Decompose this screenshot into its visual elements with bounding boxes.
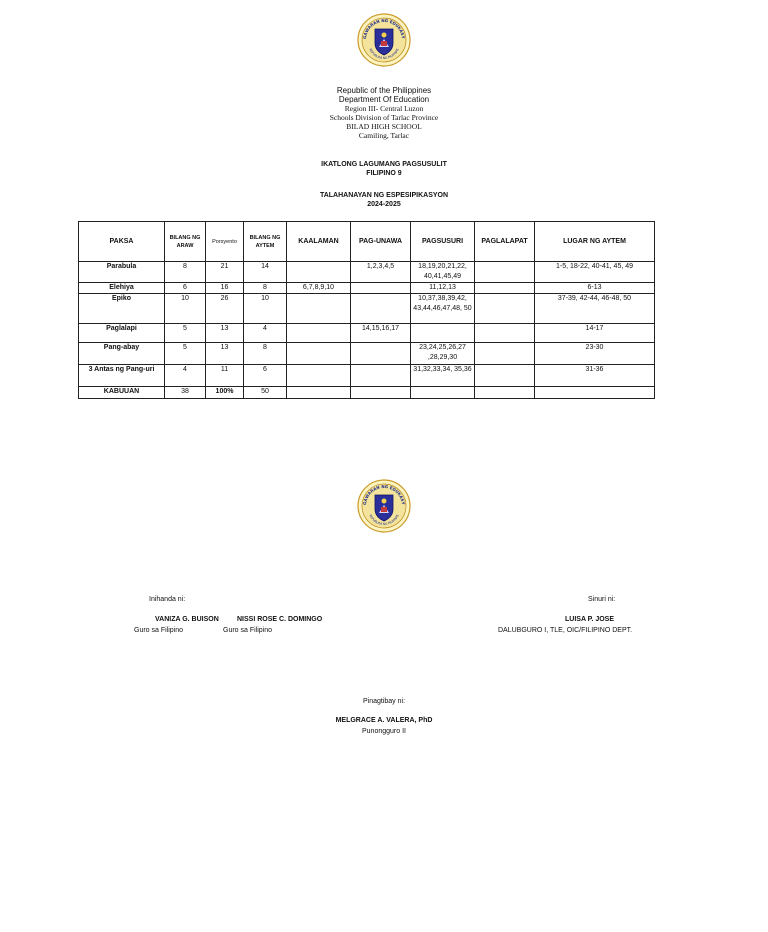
cell-paglalapat <box>475 294 535 324</box>
table-header-row <box>79 222 655 262</box>
cell-pagsusuri: 18,19,20,21,22, 40,41,45,49 <box>411 262 475 283</box>
cell-pag-unawa <box>351 294 411 324</box>
table-row <box>79 283 655 294</box>
header-paksa: PAKSA <box>79 222 165 262</box>
cell-kaalaman <box>287 294 351 324</box>
approver-name: MELGRACE A. VALERA, PhD <box>335 717 433 724</box>
cell-pag-unawa <box>351 343 411 365</box>
cell-lugar: 6-13 <box>535 283 655 294</box>
exam-heading <box>0 160 768 178</box>
cell-araw: 10 <box>165 294 206 324</box>
total-kaalaman <box>287 387 351 399</box>
cell-kaalaman <box>287 262 351 283</box>
seal-bottom-text: REPUBLIKA NG PILIPINAS <box>368 47 400 61</box>
checked-by-label: Sinuri ni: <box>588 596 616 603</box>
cell-kaalaman <box>287 324 351 343</box>
cell-porsyento: 26 <box>206 294 244 324</box>
header-pag-unawa: PAG-UNAWA <box>351 222 411 262</box>
cell-porsyento: 13 <box>206 343 244 365</box>
header-lugar-ng-aytem: LUGAR NG AYTEM <box>535 222 655 262</box>
cell-lugar: 23-30 <box>535 343 655 365</box>
cell-pag-unawa <box>351 365 411 387</box>
cell-pag-unawa: 14,15,16,17 <box>351 324 411 343</box>
header-paglalapat: PAGLALAPAT <box>475 222 535 262</box>
school-line: BILAD HIGH SCHOOL <box>346 122 422 131</box>
table-total-row <box>79 387 655 399</box>
preparer2-role: Guro sa Filipino <box>223 627 273 634</box>
total-label: KABUUAN <box>79 387 165 399</box>
cell-paglalapat <box>475 365 535 387</box>
total-porsyento: 100% <box>206 387 244 399</box>
cell-aytem: 6 <box>244 365 287 387</box>
header-kaalaman: KAALAMAN <box>287 222 351 262</box>
cell-paksa: Elehiya <box>79 283 165 294</box>
cell-aytem: 8 <box>244 283 287 294</box>
division-line: Schools Division of Tarlac Province <box>329 113 439 122</box>
total-aytem: 50 <box>244 387 287 399</box>
cell-lugar: 37-39, 42-44, 46-48, 50 <box>535 294 655 324</box>
cell-porsyento: 16 <box>206 283 244 294</box>
deped-seal-logo <box>357 13 411 67</box>
cell-pagsusuri <box>411 324 475 343</box>
header-bilang-araw: BILANG NG ARAW <box>165 222 206 262</box>
cell-lugar: 14-17 <box>535 324 655 343</box>
cell-paksa: Parabula <box>79 262 165 283</box>
total-lugar <box>535 387 655 399</box>
cell-kaalaman: 6,7,8,9,10 <box>287 283 351 294</box>
cell-pag-unawa: 1,2,3,4,5 <box>351 262 411 283</box>
cell-paglalapat <box>475 283 535 294</box>
table-row <box>79 262 655 283</box>
checker-name: LUISA P. JOSE <box>565 616 615 623</box>
school-year: 2024-2025 <box>367 201 401 208</box>
cell-kaalaman <box>287 343 351 365</box>
total-paglalapat <box>475 387 535 399</box>
cell-pagsusuri: 31,32,33,34, 35,36 <box>411 365 475 387</box>
region-line: Region III- Central Luzon <box>344 104 424 113</box>
cell-araw: 5 <box>165 343 206 365</box>
table-title: TALAHANAYAN NG ESPESIPIKASYON <box>319 192 449 199</box>
cell-aytem: 14 <box>244 262 287 283</box>
cell-porsyento: 21 <box>206 262 244 283</box>
cell-paksa: 3 Antas ng Pang-uri <box>79 365 165 387</box>
header-bilang-aytem: BILANG NG AYTEM <box>244 222 287 262</box>
preparer1-role: Guro sa Filipino <box>134 627 184 634</box>
department-line: Department Of Education <box>338 95 430 104</box>
cell-paksa: Paglalapi <box>79 324 165 343</box>
approver-role: Punongguro II <box>362 728 406 735</box>
checker-role: DALUBGURO I, TLE, OIC/FILIPINO DEPT. <box>498 627 633 634</box>
table-row <box>79 294 655 324</box>
cell-lugar: 31-36 <box>535 365 655 387</box>
cell-aytem: 10 <box>244 294 287 324</box>
exam-title: IKATLONG LAGUMANG PAGSUSULIT <box>321 161 447 168</box>
prepared-by-label: Inihanda ni: <box>149 596 186 603</box>
cell-kaalaman <box>287 365 351 387</box>
cell-porsyento: 11 <box>206 365 244 387</box>
cell-araw: 6 <box>165 283 206 294</box>
preparer1-name: VANIZA G. BUISON <box>155 616 219 623</box>
cell-araw: 5 <box>165 324 206 343</box>
letterhead <box>0 86 768 140</box>
cell-paglalapat <box>475 324 535 343</box>
header-pagsusuri: PAGSUSURI <box>411 222 475 262</box>
location-line: Camiling, Tarlac <box>358 131 410 140</box>
cell-paksa: Epiko <box>79 294 165 324</box>
cell-porsyento: 13 <box>206 324 244 343</box>
table-row <box>79 343 655 365</box>
cell-paglalapat <box>475 262 535 283</box>
cell-pag-unawa <box>351 283 411 294</box>
seal-top-text: GAWARAN NG EDUKASY <box>361 483 406 506</box>
republic-line: Republic of the Philippines <box>336 86 432 95</box>
table-heading <box>0 191 768 209</box>
seal-bottom-text: REPUBLIKA NG PILIPINAS <box>368 513 400 527</box>
total-araw: 38 <box>165 387 206 399</box>
cell-pagsusuri: 23,24,25,26,27 ,28,29,30 <box>411 343 475 365</box>
specification-table <box>78 221 655 399</box>
cell-aytem: 4 <box>244 324 287 343</box>
cell-aytem: 8 <box>244 343 287 365</box>
cell-pagsusuri: 10,37,38,39,42, 43,44,46,47,48, 50 <box>411 294 475 324</box>
header-porsyento: Porsyento <box>206 222 244 262</box>
total-pag-unawa <box>351 387 411 399</box>
seal-top-text: GAWARAN NG EDUKASY <box>361 17 406 40</box>
preparer2-name: NISSI ROSE C. DOMINGO <box>237 616 323 623</box>
table-row <box>79 365 655 387</box>
approved-by-label: Pinagtibay ni: <box>362 698 406 705</box>
cell-lugar: 1-5, 18-22, 40-41, 45, 49 <box>535 262 655 283</box>
cell-paksa: Pang-abay <box>79 343 165 365</box>
cell-pagsusuri: 11,12,13 <box>411 283 475 294</box>
cell-araw: 8 <box>165 262 206 283</box>
exam-subject: FILIPINO 9 <box>366 170 402 177</box>
cell-araw: 4 <box>165 365 206 387</box>
deped-seal-logo-2 <box>357 479 411 533</box>
table-row <box>79 324 655 343</box>
cell-paglalapat <box>475 343 535 365</box>
total-pagsusuri <box>411 387 475 399</box>
